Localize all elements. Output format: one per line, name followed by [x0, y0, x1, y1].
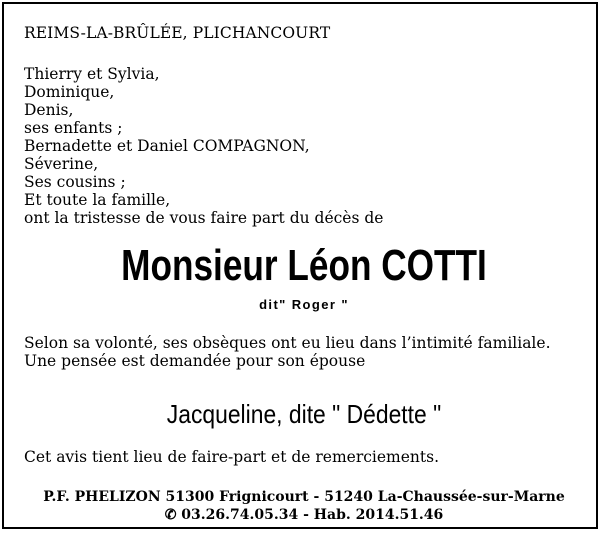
family-line: Bernadette et Daniel COMPAGNON, [24, 137, 310, 155]
family-line: Dominique, [24, 83, 115, 101]
family-line: ses enfants ; [24, 119, 123, 137]
thought-text: Une pensée est demandée pour son épouse [24, 351, 366, 370]
funeral-home-phone: ✆ 03.26.74.05.34 - Hab. 2014.51.46 [164, 507, 444, 523]
deceased-name: Monsieur Léon COTTI [121, 241, 487, 290]
family-line: Et toute la famille, [24, 191, 171, 209]
funeral-home-address: P.F. PHELIZON 51300 Frignicourt - 51240 La-Chaussée-sur-Marne [43, 489, 565, 505]
deceased-nickname: dit" Roger " [259, 297, 349, 312]
family-line: Thierry et Sylvia, [24, 65, 160, 83]
location-header: REIMS-LA-BRÛLÉE, PLICHANCOURT [24, 24, 331, 42]
closing-text: Cet avis tient lieu de faire-part et de remerciements. [24, 448, 440, 466]
notice-body [24, 335, 564, 370]
family-line: Denis, [24, 101, 74, 119]
funeral-text: Selon sa volonté, ses obsèques ont eu lieu dans l’intimité familiale. [24, 334, 551, 352]
spouse-name: Jacqueline, dite " Dédette " [166, 399, 442, 429]
announcement-line: ont la tristesse de vous faire part du décès de [24, 209, 384, 227]
family-list [24, 65, 383, 227]
family-line: Séverine, [24, 155, 99, 173]
funeral-home-footer [4, 488, 604, 524]
family-line: Ses cousins ; [24, 173, 126, 191]
obituary-notice [2, 2, 598, 529]
